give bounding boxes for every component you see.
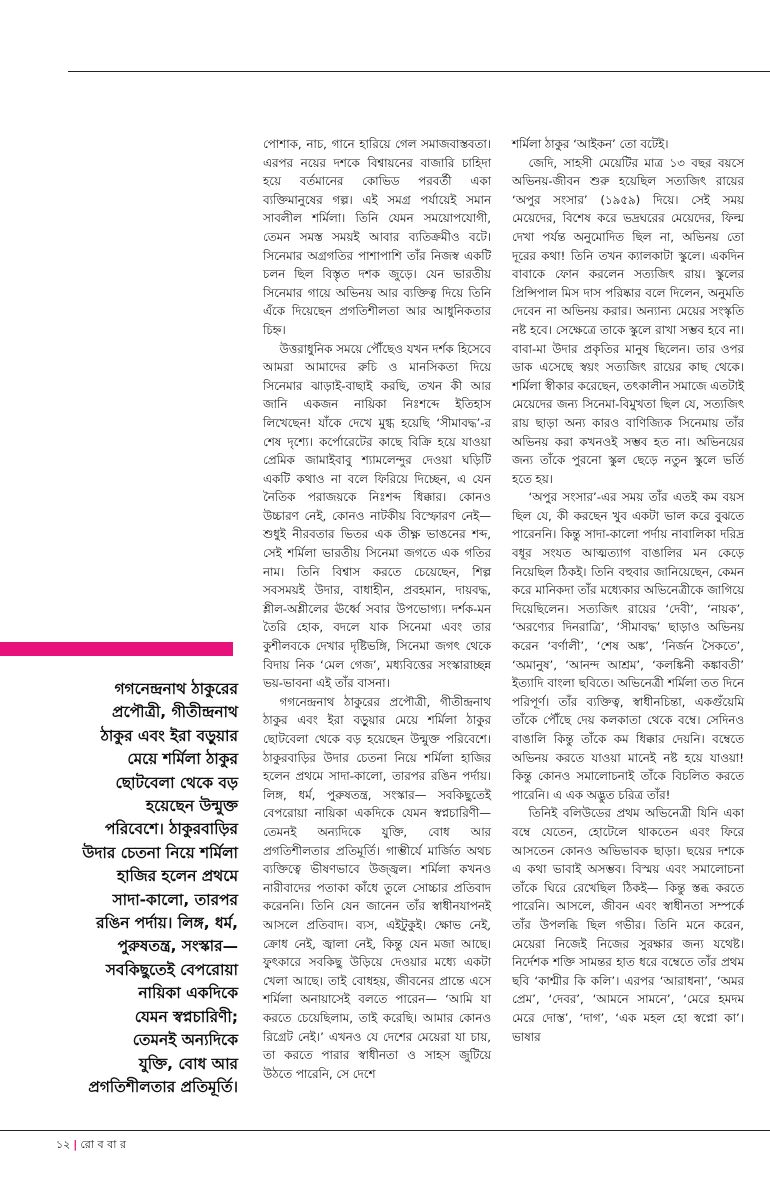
pull-quote-line: পরিবেশে। ঠাকুরবাড়ির — [104, 820, 238, 839]
pull-quote-line: হয়েছেন উন্মুক্ত — [146, 797, 238, 816]
page-number: ১২ — [56, 1138, 71, 1151]
pull-quote-line: গগনেন্দ্রনাথ ঠাকুরের — [114, 680, 238, 698]
paragraph: ‘অপুর সংসার’-এর সময় তাঁর এতই কম বয়স ছিল যে, কী করছেন খুব একটা ভাল করে বুঝতে পারেননি। কিন্তু সাদা-কালো পর্দায় নাবালিকা দরিদ্র বধূর সংযত আত্মত্যাগ বাঙালির মন কেড়ে নিয়েছিল ঠিকই। তিনি বহুবার জানিয়েছেন, কেমন করে মানিকদা তাঁর মধ্যেকার অভিনেত্রীকে জাগিয়ে দিয়েছিলেন। সত্যজিৎ রায়ের ‘দেবী’, ‘নায়ক’, ‘অরণ্যের দিনরাত্রি’, ‘সীমাবদ্ধ’ ছাড়াও অভিনয় করেন ‘বর্ণালী’, ‘শেষ অঙ্ক’, ‘নির্জন সৈকতে’, ‘অমানুষ’, ‘আনন্দ আশ্রম’, ‘কলঙ্কিনী কঙ্কাবতী’ ইত্যাদি বাংলা ছবিতে। অভিনেত্রী শর্মিলা তত দিনে পরিপূর্ণ। তাঁর ব্যক্তিত্ব, স্বাধীনচিন্তা, একগুঁয়েমি তাঁকে পৌঁছে দেয় কলকাতা থেকে বম্বে। সেদিনও বাঙালি কিন্তু তাঁকে কম ধিক্কার দেয়নি। বম্বেতে অভিনয় করতে যাওয়া মানেই নষ্ট হয়ে যাওয়া! কিন্তু কোনও সমালোচনাই তাঁকে বিচলিত করতে পারেনি। এ এক অদ্ভুত চরিত্র তাঁর! — [512, 490, 744, 802]
pull-quote-line: ঠাকুর এবং ইরা বড়ুয়ার — [100, 726, 238, 745]
pull-quote-line: ছোটবেলা থেকে বড় — [115, 773, 238, 792]
paragraph: উত্তরাধুনিক সময়ে পৌঁছেও যখন দর্শক হিসেবে আমরা আমাদের রুচি ও মানসিকতা দিয়ে সিনেমার ঝাড়াই-বাছাই করছি, তখন কী আর জানি একজন নায়িকা নিঃশব্দে ইতিহাস লিখেছেন! যাঁকে দেখে মুগ্ধ হয়েছি ‘সীমাবদ্ধ’-র শেষ দৃশ্যে। কর্পোরেটের কাছে বিক্রি হয়ে যাওয়া প্রেমিক জামাইবাবু শ্যামলেন্দুর দেওয়া ঘড়িটি একটি কথাও না বলে ফিরিয়ে দিচ্ছেন, এ যেন নৈতিক পরাজয়কে নিঃশব্দ ধিক্কার। কোনও উচ্চারণ নেই, কোনও নাটকীয় বিস্ফোরণ নেই— শুধুই নীরবতার ভিতর এক তীক্ষ্ণ ভাঙনের শব্দ, সেই শর্মিলা ভারতীয় সিনেমা জগতে এক গতির নাম। তিনি বিশ্বাস করতে চেয়েছেন, শিল্প সবসময়ই উদার, বাধাহীন, প্রবহমান, দায়বদ্ধ, শ্লীল-অশ্লীলের ঊর্ধ্বে সবার উপভোগ্য। দর্শক-মন তৈরি হোক, বদলে যাক সিনেমা এবং তার কুশীলবকে দেখার দৃষ্টিভঙ্গি, সিনেমা জগৎ থেকে বিদায় নিক ‘মেল গেজ’, মধ্যবিত্তের সংস্কারাচ্ছন্ন ভয়-ভাবনা এই তাঁর বাসনা। — [263, 341, 491, 691]
pull-quote-line: উদার চেতনা নিয়ে শর্মিলা — [82, 843, 238, 862]
pull-quote-line: যুক্তি, বোধ আর — [138, 1054, 238, 1073]
paragraph: জেদি, সাহসী মেয়েটির মাত্র ১৩ বছর বয়সে অভিনয়-জীবন শুরু হয়েছিল সত্যজিৎ রায়ের ‘অপুর সংসার’ (১৯৫৯) দিয়ে। সেই সময় মেয়েদের, বিশেষ করে ভদ্রঘরের মেয়েদের, ফিল্ম দেখা পর্যন্ত অনুমোদিত ছিল না, অভিনয় তো দূরের কথা! তিনি তখন ক্যালকাটা স্কুলে। একদিন বাবাকে ফোন করলেন সত্যজিৎ রায়। স্কুলের প্রিন্সিপাল মিস দাস পরিষ্কার বলে দিলেন, অনুমতি দেবেন না অভিনয় করার। অন্যান্য মেয়ের সংস্কৃতি নষ্ট হবে। সেক্ষেত্রে তাকে স্কুলে রাখা সম্ভব হবে না। বাবা-মা উদার প্রকৃতির মানুষ ছিলেন। তার ওপর ডাক এসেছে স্বয়ং সত্যজিৎ রায়ের কাছ থেকে। শর্মিলা স্বীকার করেছেন, তৎকালীন সমাজে এতটাই মেয়েদের জন্য সিনেমা-বিমুখতা ছিল যে, সত্যজিৎ রায় ছাড়া অন্য কারও বাণিজ্যিক সিনেমায় তাঁর অভিনয় করা কখনওই সম্ভব হত না। অভিনয়ের জন্য তাঁকে পুরনো স্কুল ছেড়ে নতুন স্কুলে ভর্তি হতে হয়। — [512, 155, 744, 486]
accent-bar — [0, 642, 233, 656]
pull-quote-line: সাদা-কালো, তারপর — [112, 890, 238, 909]
article-column-right — [512, 135, 744, 1050]
paragraph: শর্মিলা ঠাকুর ‘আইকন’ তো বটেই। — [512, 137, 669, 151]
bottom-rule — [0, 1130, 770, 1131]
pull-quote-line: নায়িকা একদিকে — [138, 984, 238, 1003]
pull-quote-line: রঙিন পর্দায়। লিঙ্গ, ধর্ম, — [96, 914, 238, 933]
page-footer — [56, 1136, 126, 1155]
pull-quote — [52, 678, 238, 1099]
section-name: রো ব বা র — [80, 1138, 127, 1151]
footer-separator: | — [73, 1138, 78, 1151]
article-column-middle — [263, 135, 491, 1081]
pull-quote-line: পুরুষতন্ত্র, সংস্কার— — [117, 937, 238, 956]
pull-quote-line: সবকিছুতেই বেপরোয়া — [105, 960, 238, 979]
paragraph: তিনিই বলিউডের প্রথম অভিনেত্রী যিনি একা বম্বে যেতেন, হোটেলে থাকতেন এবং ফিরে আসতেন কোনও অভিভাবক ছাড়া। ছয়ের দশকে এ কথা ভাবাই অসম্ভব। বিস্ময় এবং সমালোচনা তাঁকে ঘিরে রেখেছিল ঠিকই— কিন্তু স্তব্ধ করতে পারেনি। আসলে, জীবন এবং স্বাধীনতা সম্পর্কে তাঁর উপলব্ধি ছিল গভীর। তিনি মনে করেন, মেয়েরা নিজেই নিজের সুরক্ষার জন্য যথেষ্ট। নির্দেশক শক্তি সামন্তর হাত ধরে বম্বেতে তাঁর প্রথম ছবি ‘কাশ্মীর কি কলি’। এরপর ‘আরাধনা’, ‘অমর প্রেম’, ‘দেবর’, ‘আমনে সামনে’, ‘মেরে হমদম মেরে দোস্ত’, ‘দাগ’, ‘এক মহল হো স্বপ্নো কা’। ভাষার — [512, 806, 744, 1044]
pull-quote-line: প্রপৌত্রী, গীতীন্দ্রনাথ — [112, 703, 238, 722]
pull-quote-line: তেমনই অন্যদিকে — [132, 1031, 238, 1050]
pull-quote-line: মেয়ে শর্মিলা ঠাকুর — [127, 750, 238, 769]
pull-quote-line: হাজির হলেন প্রথমে — [116, 867, 238, 886]
pull-quote-line: প্রগতিশীলতার প্রতিমূর্তি। — [88, 1077, 238, 1096]
paragraph: পোশাক, নাচ, গানে হারিয়ে গেল সমাজবাস্তবতা। এরপর নয়ের দশকে বিশ্বায়নের বাজারি চাহিদা হয়ে বর্তমানের কোভিড পরবর্তী একা ব্যক্তিমানুষের গল্প। এই সমগ্র পর্যায়েই সমান সাবলীল শর্মিলা। তিনি যেমন সময়োপযোগী, তেমন সমস্ত সময়ই আবার ব্যতিক্রমীও বটে। সিনেমার অগ্রগতির পাশাপাশি তাঁর নিজস্ব একটি চলন ছিল বিস্তৃত দশক জুড়ে। যেন ভারতীয় সিনেমার গায়ে অভিনয় আর ব্যক্তিত্ব দিয়ে তিনি এঁকে দিয়েছেন প্রগতিশীলতা আর আধুনিকতার চিহ্ন। — [263, 137, 491, 337]
pull-quote-line: যেমন স্বপ্নচারিণী; — [134, 1007, 238, 1026]
top-rule — [68, 71, 770, 72]
paragraph: গগনেন্দ্রনাথ ঠাকুরের প্রপৌত্রী, গীতীন্দ্রনাথ ঠাকুর এবং ইরা বড়ুয়ার মেয়ে শর্মিলা ঠাকুর ছোটবেলা থেকে বড় হয়েছেন উন্মুক্ত পরিবেশে। ঠাকুরবাড়ির উদার চেতনা নিয়ে শর্মিলা হাজির হলেন প্রথমে সাদা-কালো, তারপর রঙিন পর্দায়। লিঙ্গ, ধর্ম, পুরুষতন্ত্র, সংস্কার— সবকিছুতেই বেপরোয়া নায়িকা একদিকে যেমন স্বপ্নচারিণী— তেমনই অন্যদিকে যুক্তি, বোধ আর প্রগতিশীলতার প্রতিমূর্তি। গাম্ভীর্যে মার্জিত অথচ ব্যক্তিত্বে ভীষণভাবে উজ্জ্বল। শর্মিলা কখনও নারীবাদের পতাকা কাঁধে তুলে সোচ্চার প্রতিবাদ করেননি। তিনি যেন জানেন তাঁর স্বাধীনযাপনই আসলে প্রতিবাদ। ব্যস, এইটুকুই। ক্ষোভ নেই, ক্রোধ নেই, জ্বালা নেই, কিন্তু যেন মজা আছে। ফুৎকারে সবকিছু উড়িয়ে দেওয়ার মধ্যে একটা খেলা আছে। তাই বোধহয়, জীবনের প্রান্তে এসে শর্মিলা অনায়াসেই বলতে পারেন— ‘আমি যা করতে চেয়েছিলাম, তাই করেছি। আমার কোনও রিগ্রেট নেই।’ এখনও যে দেশের মেয়েরা যা চায়, তা করতে পারার স্বাধীনতা ও সাহস জুটিয়ে উঠতে পারেনি, সে দেশে — [263, 694, 491, 1081]
